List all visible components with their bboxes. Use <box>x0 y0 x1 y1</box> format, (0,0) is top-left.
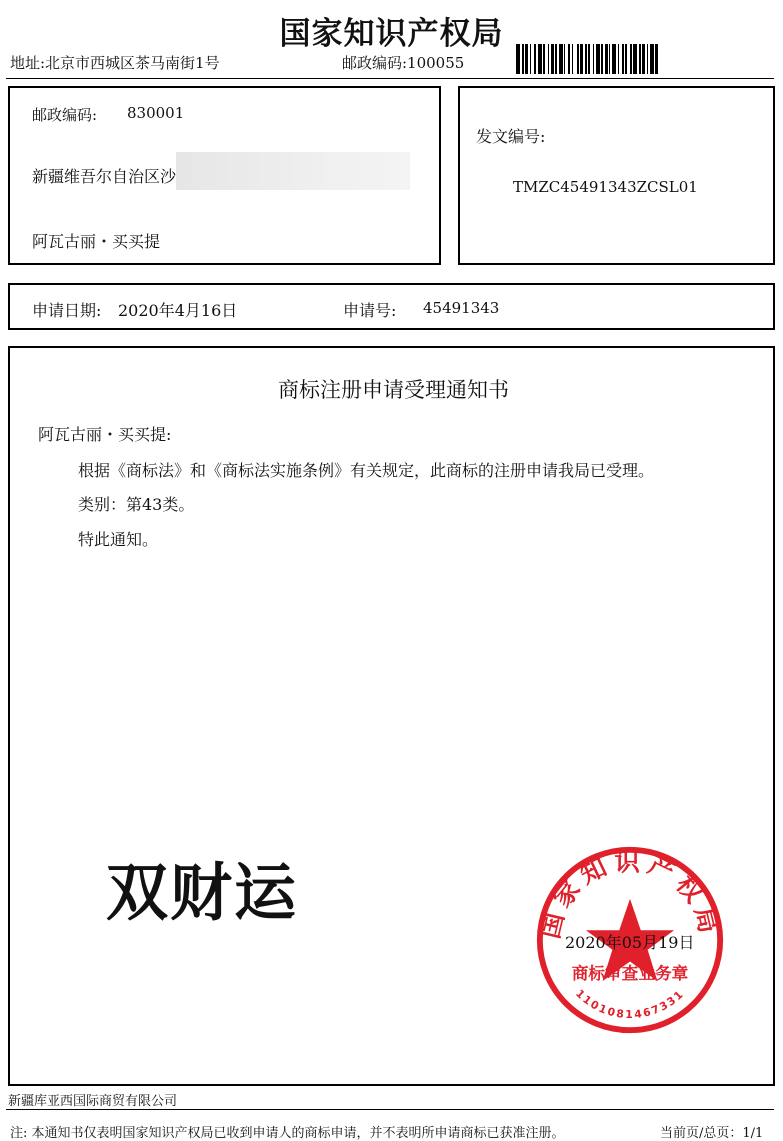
header-divider <box>6 78 774 79</box>
application-info-box <box>8 283 775 330</box>
agent-company: 新疆库亚西国际商贸有限公司 <box>8 1094 178 1109</box>
page-info: 当前页/总页：1/1 <box>660 1126 764 1141</box>
recipient-address: 新疆维吾尔自治区沙 <box>32 167 177 186</box>
notice-category: 类别：第43类。 <box>78 495 195 514</box>
document-number-box <box>458 86 775 265</box>
document-number-label: 发文编号: <box>476 127 546 146</box>
application-date-label: 申请日期: <box>32 301 102 320</box>
application-date-value: 2020年4月16日 <box>118 301 238 320</box>
notice-salutation: 阿瓦古丽・买买提: <box>38 425 172 444</box>
seal-date: 2020年05月19日 <box>565 933 695 952</box>
notice-box <box>8 346 775 1086</box>
footer-note: 注: 本通知书仅表明国家知识产权局已收到申请人的商标申请，并不表明所申请商标已获准注册。 <box>10 1126 565 1141</box>
seal-serial: 1101081467331 <box>573 986 687 1022</box>
application-number-label: 申请号: <box>343 301 397 320</box>
recipient-name: 阿瓦古丽・买买提 <box>32 232 161 251</box>
application-number-value: 45491343 <box>423 299 500 317</box>
notice-title: 商标注册申请受理通知书 <box>278 378 509 402</box>
notice-body: 根据《商标法》和《商标法实施条例》有关规定，此商标的注册申请我局已受理。 <box>78 461 655 480</box>
barcode <box>516 44 773 74</box>
redacted-address <box>176 152 410 190</box>
page-title: 国家知识产权局 <box>279 16 504 52</box>
document-number-value: TMZC45491343ZCSL01 <box>513 178 698 196</box>
recipient-postal-value: 830001 <box>127 104 185 122</box>
notice-closing: 特此通知。 <box>78 530 159 549</box>
barcode-bar <box>658 44 660 74</box>
trademark-image: 双财运 <box>106 856 299 929</box>
seal-arc-text: 国家知识产权局 <box>535 847 725 942</box>
office-postal-code: 邮政编码:100055 <box>342 54 465 72</box>
recipient-postal-label: 邮政编码: <box>32 106 98 124</box>
seal-bottom-text: 商标审查业务章 <box>571 964 689 984</box>
footer-divider <box>6 1109 774 1110</box>
office-address: 地址:北京市西城区茶马南街1号 <box>10 54 220 72</box>
